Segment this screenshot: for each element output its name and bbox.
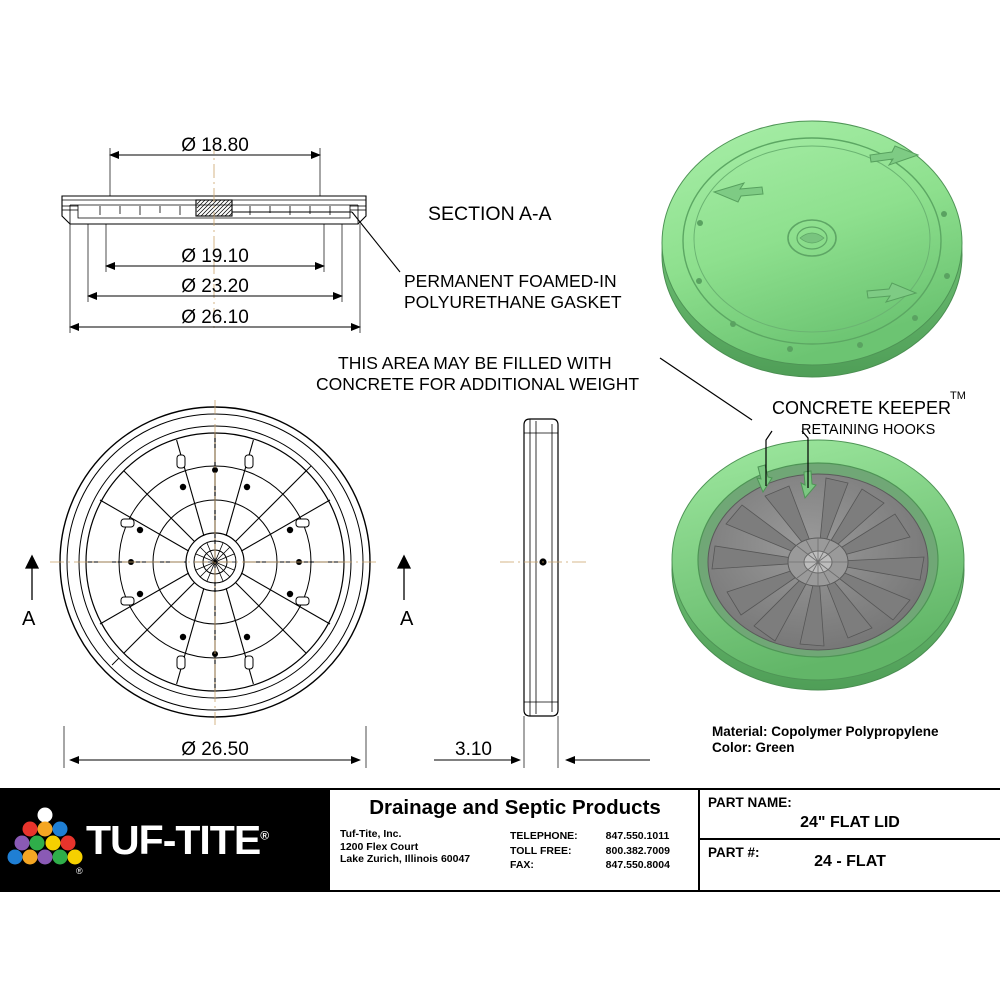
edge-view [500,419,586,716]
brand-wordmark [86,817,268,864]
brand-wordmark-text: TUF-TITE [86,816,261,863]
contact-row [510,845,670,858]
part-name-row [700,790,1000,840]
part-info-area [700,790,1000,890]
plan-view [50,400,380,725]
render-lid-top [662,121,962,377]
keeper-callout-sub: RETAINING HOOKS [801,422,936,438]
gasket-callout-line2: POLYURETHANE GASKET [404,292,622,312]
title-block [0,788,1000,892]
contact-number-telephone: 847.550.1011 [605,830,670,842]
part-number-row [700,840,1000,890]
address-line-1: Tuf-Tite, Inc. [340,828,402,840]
part-name-value: 24" FLAT LID [800,814,900,831]
address-line-3: Lake Zurich, Illinois 60047 [340,853,471,865]
company-contacts [508,828,672,874]
part-number-label: PART #: [708,845,760,860]
dimension-23-20-label: Ø 23.20 [181,276,249,297]
company-headline: Drainage and Septic Products [369,796,661,819]
dimension-26-10-label: Ø 26.10 [181,307,249,328]
contact-row [510,859,670,872]
render-lid-bottom [672,431,964,690]
dimension-18-80-label: Ø 18.80 [181,135,249,156]
svg-text:®: ® [76,866,83,876]
part-number-value: 24 - FLAT [814,853,886,870]
keeper-callout-tm: TM [950,390,966,402]
material-line: Material: Copolymer Polypropylene [712,724,939,739]
section-label: SECTION A-A [428,203,552,225]
contact-number-fax: 847.550.8004 [605,859,670,871]
concrete-fill-callout-line1: THIS AREA MAY BE FILLED WITH [338,353,612,373]
keeper-callout: CONCRETE KEEPER [772,398,952,418]
section-mark-right: A [400,608,414,630]
dimension-3-10-label: 3.10 [455,739,492,760]
dimension-26-50-label: Ø 26.50 [181,739,249,760]
contact-label-fax: FAX: [510,859,534,871]
concrete-fill-callout-line2: CONCRETE FOR ADDITIONAL WEIGHT [316,374,640,394]
dimension-19-10-label: Ø 19.10 [181,246,249,267]
contact-label-telephone: TELEPHONE: [510,830,578,842]
part-name-label: PART NAME: [708,795,792,810]
contact-row [510,830,670,843]
brand-logo-area [0,790,330,890]
gasket-callout-line1: PERMANENT FOAMED-IN [404,271,617,291]
section-view [62,140,400,330]
contact-number-tollfree: 800.382.7009 [605,844,670,857]
concrete-fill-leader [660,358,752,420]
address-line-2: 1200 Flex Court [340,840,419,853]
material-note [712,724,939,756]
color-line: Color: Green [712,740,795,755]
section-mark-left: A [22,608,36,630]
company-info-area [330,790,700,890]
brand-registered-mark: ® [260,827,269,842]
tuftite-logo-icon [6,802,84,880]
section-cut-marks [26,556,410,600]
company-address [340,828,470,866]
contact-label-tollfree: TOLL FREE: [510,844,572,857]
